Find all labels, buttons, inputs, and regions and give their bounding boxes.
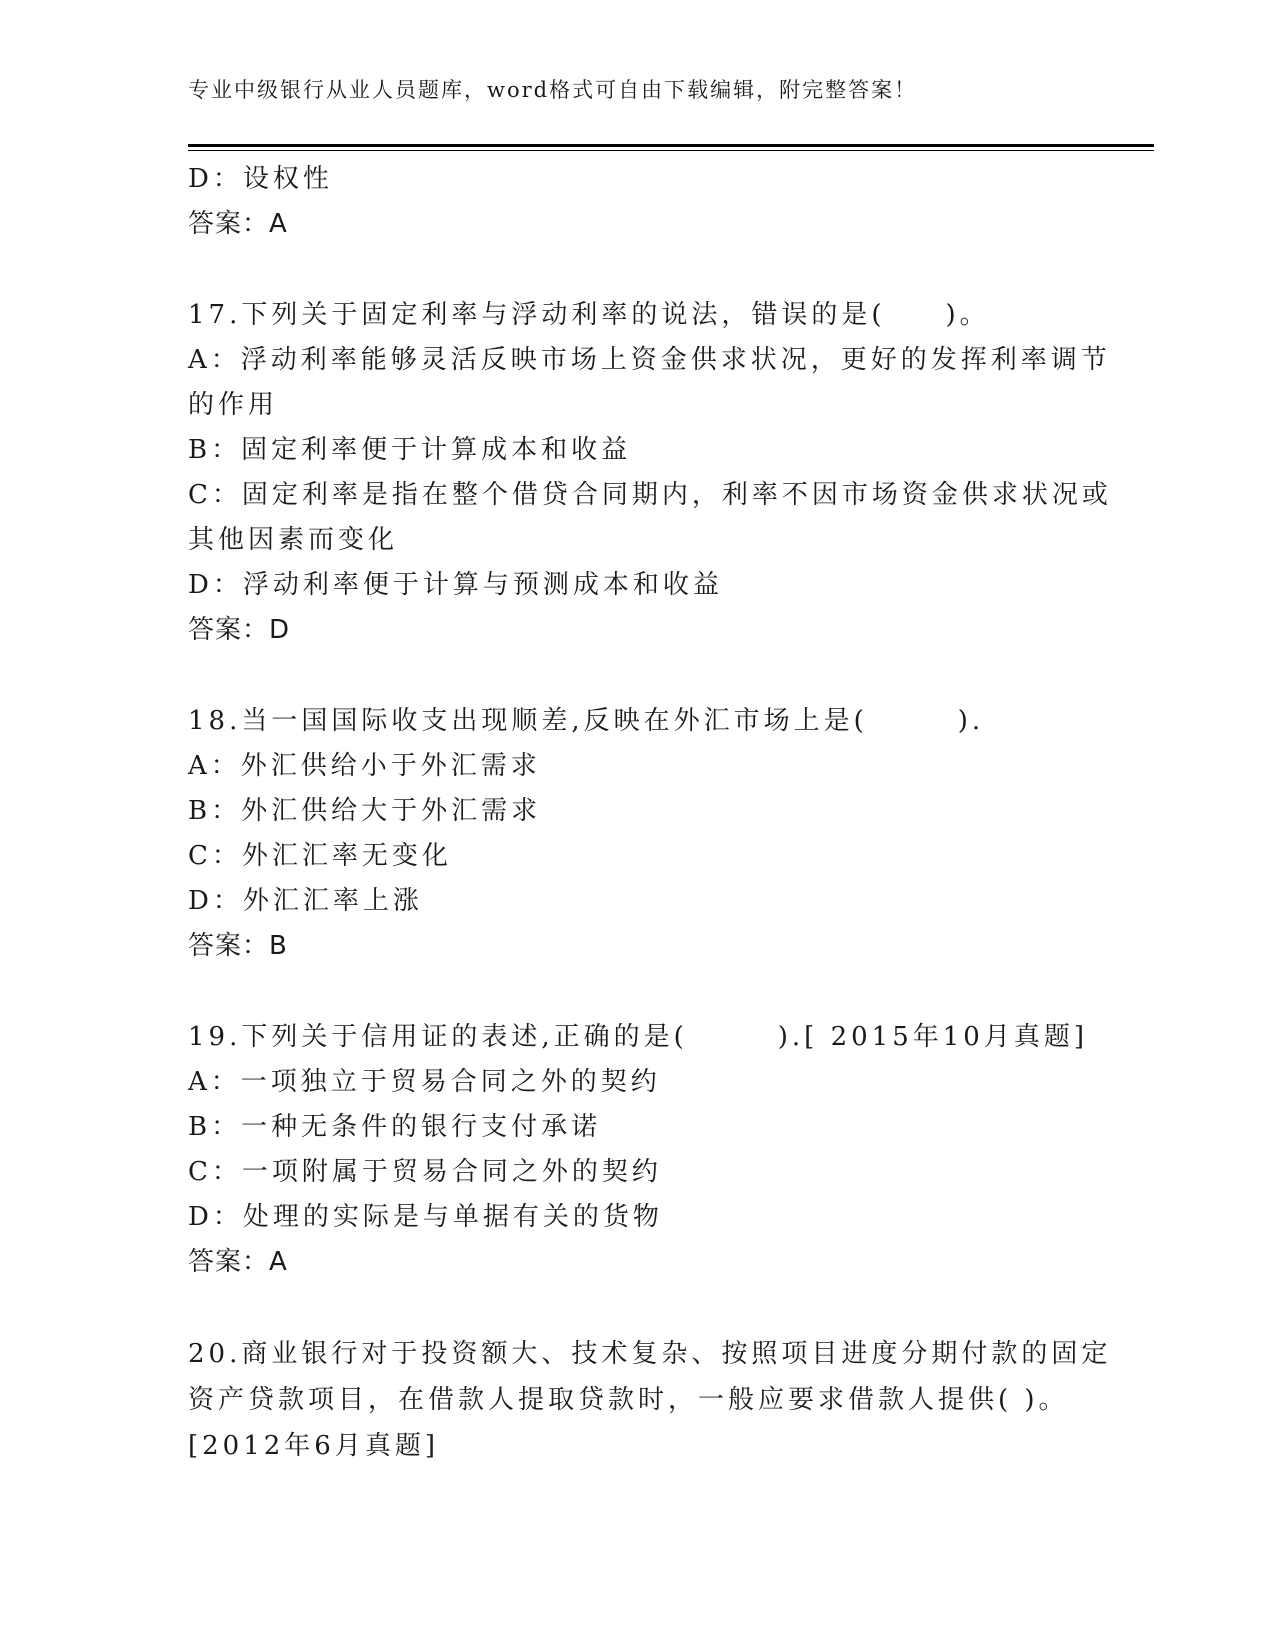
q16-option-d: D：设权性 bbox=[188, 164, 333, 194]
q19-option-c: C：一项附属于贸易合同之外的契约 bbox=[188, 1157, 662, 1187]
q18-option-a: A：外汇供给小于外汇需求 bbox=[188, 751, 541, 781]
spacer bbox=[188, 247, 1088, 293]
q17-question: 17.下列关于固定利率与浮动利率的说法，错误的是( )。 bbox=[188, 300, 990, 330]
q18-option-c: C：外汇汇率无变化 bbox=[188, 841, 452, 871]
q18-question: 18.当一国国际收支出现顺差,反映在外汇市场上是( ). bbox=[188, 706, 985, 736]
q18-option-d: D：外汇汇率上涨 bbox=[188, 886, 423, 916]
spacer bbox=[188, 969, 1088, 1015]
q17-option-a-line2: 的作用 bbox=[188, 390, 279, 420]
q19-question: 19.下列关于信用证的表述,正确的是( ).[ 2015年10月真题] bbox=[188, 1022, 1088, 1052]
q17-option-c-line2: 其他因素而变化 bbox=[188, 525, 399, 555]
q19-option-a: A：一项独立于贸易合同之外的契约 bbox=[188, 1067, 661, 1097]
q16-answer: 答案：A bbox=[188, 209, 288, 239]
page-header: 专业中级银行从业人员题库，word格式可自由下载编辑，附完整答案！ bbox=[188, 78, 918, 102]
q17-option-b: B：固定利率便于计算成本和收益 bbox=[188, 435, 632, 465]
q17-option-a-line1: A：浮动利率能够灵活反映市场上资金供求状况，更好的发挥利率调节 bbox=[188, 345, 1111, 375]
header-rule-thick bbox=[188, 144, 1154, 147]
q17-option-c-line1: C：固定利率是指在整个借贷合同期内，利率不因市场资金供求状况或 bbox=[188, 480, 1112, 510]
q18-option-b: B：外汇供给大于外汇需求 bbox=[188, 796, 542, 826]
q17-answer: 答案：D bbox=[188, 615, 291, 645]
spacer bbox=[188, 1285, 1088, 1331]
q19-option-d: D：处理的实际是与单据有关的货物 bbox=[188, 1202, 663, 1232]
q19-answer: 答案：A bbox=[188, 1247, 288, 1277]
q20-question-line3: [2012年6月真题] bbox=[188, 1431, 439, 1461]
q20-question-line1: 20.商业银行对于投资额大、技术复杂、按照项目进度分期付款的固定 bbox=[188, 1339, 1112, 1369]
question-content bbox=[188, 157, 1112, 1469]
q18-answer: 答案：B bbox=[188, 931, 288, 961]
q17-option-d: D：浮动利率便于计算与预测成本和收益 bbox=[188, 570, 723, 600]
q20-question-line2: 资产贷款项目，在借款人提取贷款时，一般应要求借款人提供( )。 bbox=[188, 1385, 1069, 1415]
q19-option-b: B：一种无条件的银行支付承诺 bbox=[188, 1112, 602, 1142]
spacer bbox=[188, 653, 1088, 699]
header-rule-thin bbox=[188, 150, 1154, 151]
